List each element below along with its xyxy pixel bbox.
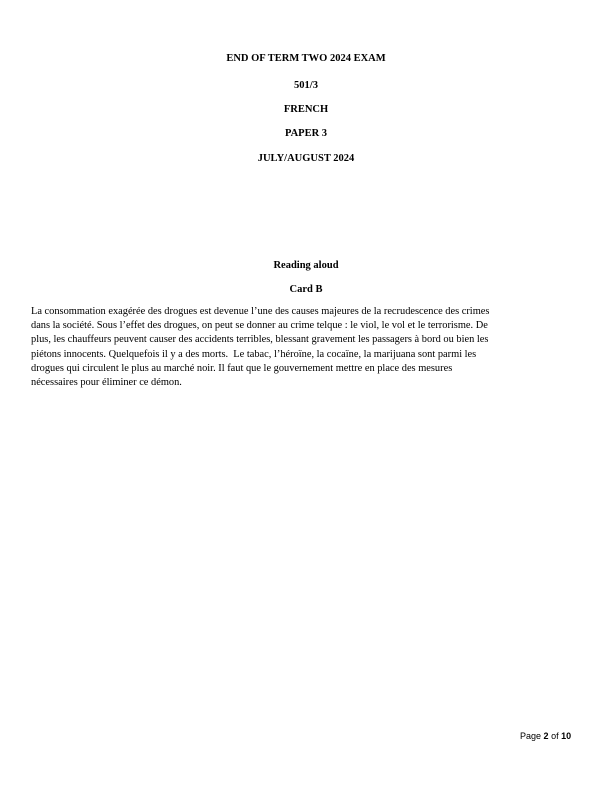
passage-line: dans la société. Sous l’effet des drogues, on peut se donner au crime telque : le viol, le vol et le terrorisme. De — [31, 320, 488, 332]
page-number — [520, 731, 571, 741]
page-total: 10 — [561, 731, 572, 741]
card-label: Card B — [289, 284, 323, 295]
reading-passage — [31, 305, 583, 390]
passage-line: drogues qui circulent le plus au marché noir. Il faut que le gouvernement mettre en place des mesures — [31, 362, 453, 374]
section-heading: Reading aloud — [273, 260, 339, 271]
page-label: Page — [520, 731, 542, 741]
of-label: of — [551, 731, 559, 741]
passage-line: piétons innocents. Quelquefois il y a des morts. Le tabac, l’héroïne, la cocaïne, la marijuana sont parmi les — [31, 348, 477, 360]
passage-line: plus, les chauffeurs peuvent causer des accidents terribles, blessant gravement les passagers à bord ou bien les — [31, 334, 489, 346]
exam-code: 501/3 — [294, 80, 318, 91]
passage-line: nécessaires pour éliminer ce démon. — [31, 377, 182, 389]
page-current: 2 — [543, 731, 549, 741]
passage-line: La consommation exagérée des drogues est devenue l’une des causes majeures de la recrudescence des crimes — [31, 306, 490, 317]
exam-session: JULY/AUGUST 2024 — [257, 153, 355, 164]
exam-title: END OF TERM TWO 2024 EXAM — [226, 53, 386, 64]
exam-subject: FRENCH — [283, 104, 329, 115]
exam-paper: PAPER 3 — [284, 128, 328, 139]
